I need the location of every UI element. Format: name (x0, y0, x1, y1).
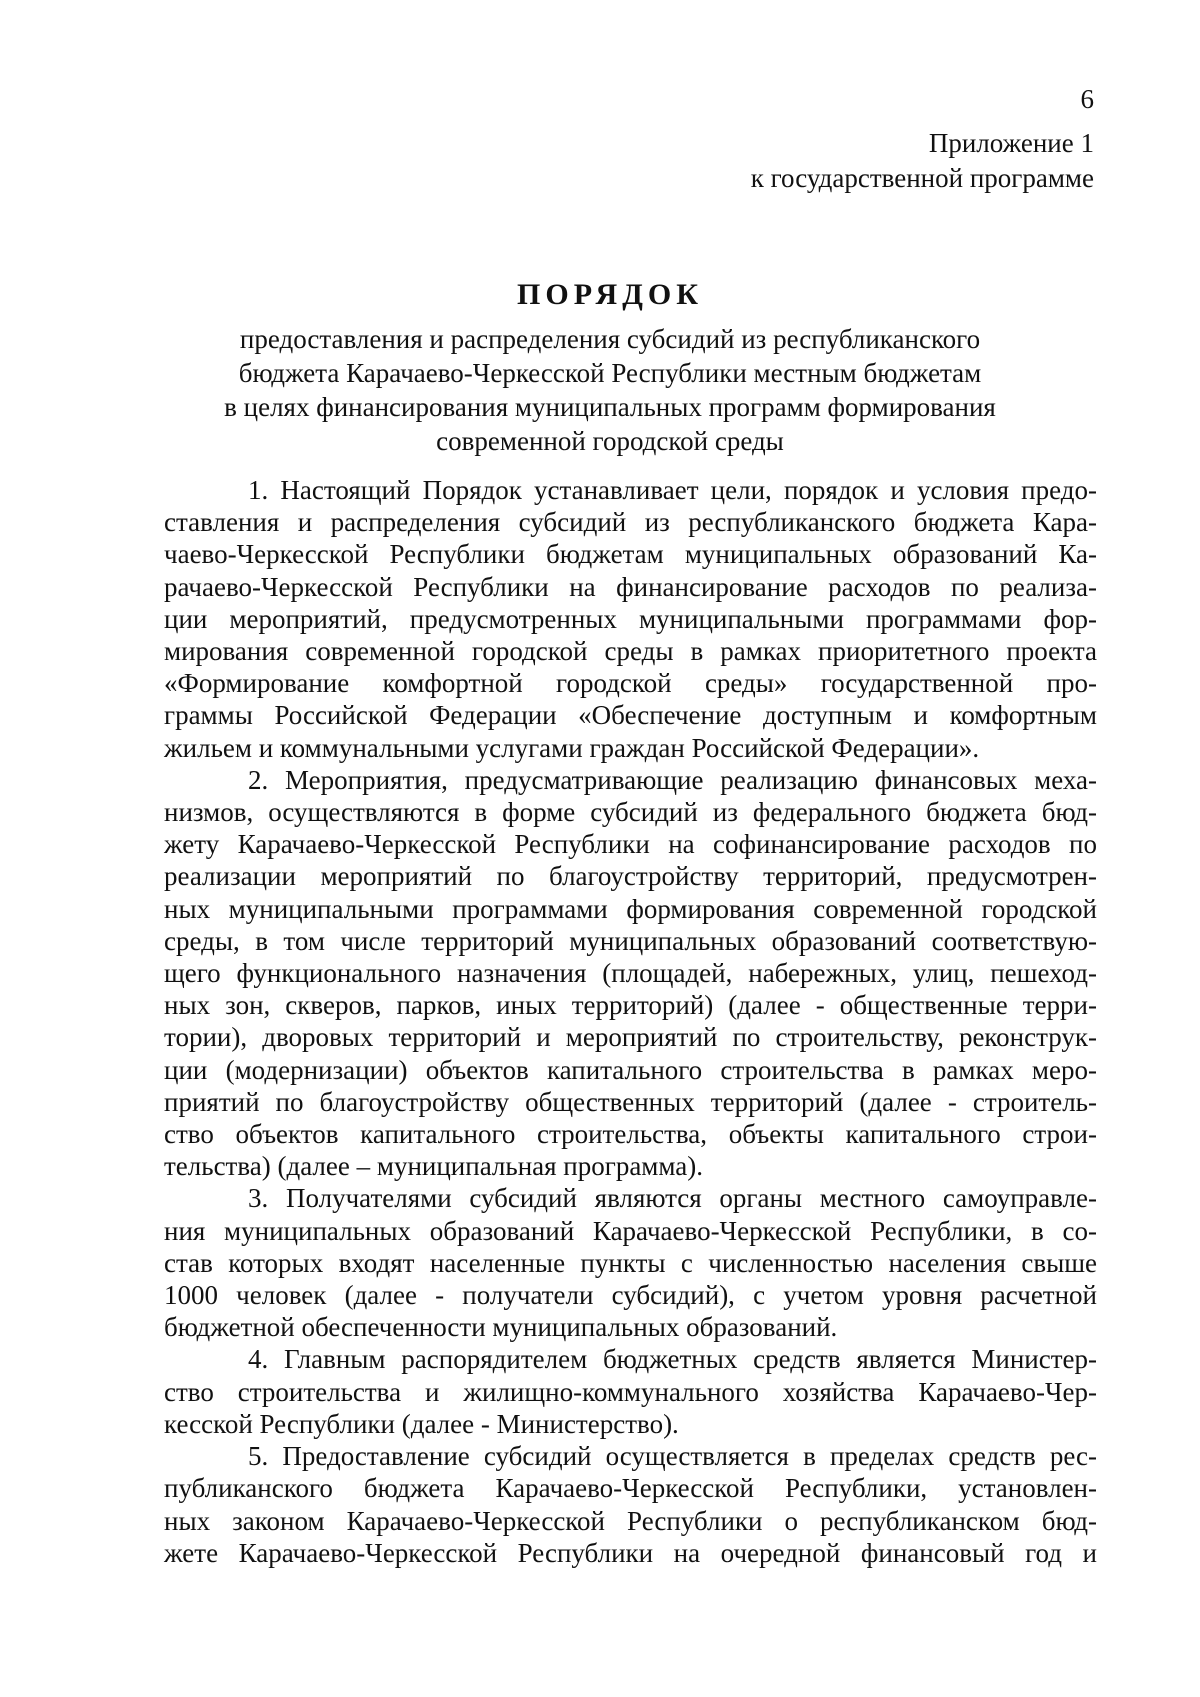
document-subtitle (0, 322, 1200, 458)
paragraph-line: низмов, осуществляются в форме субсидий из федерального бюджета бюд- (164, 797, 1097, 828)
paragraph-line: кесской Республики (далее - Министерство). (164, 1408, 679, 1439)
subtitle-line: предоставления и распределения субсидий из республиканского (239, 324, 981, 354)
paragraph-line: граммы Российской Федерации «Обеспечение доступным и комфортным (164, 700, 1097, 731)
paragraph (164, 1182, 1097, 1343)
paragraph-line: жету Карачаево-Черкесской Республики на софинансирование расходов по (164, 829, 1097, 860)
document-body (164, 474, 1097, 1569)
paragraph-line: ных муниципальными программами формирования современной городской (164, 893, 1097, 924)
subtitle-line: современной городской среды (436, 426, 784, 456)
document-title: ПОРЯДОК (517, 278, 703, 311)
annex-line: Приложение 1 (928, 128, 1094, 158)
paragraph-line: ния муниципальных образований Карачаево-Черкесской Республики, в со- (164, 1215, 1097, 1246)
paragraph-line: став которых входят населенные пункты с численностью населения свыше (164, 1247, 1097, 1278)
paragraph-line: мирования современной городской среды в рамках приоритетного проекта (164, 636, 1097, 667)
paragraph (164, 764, 1097, 1183)
paragraph-line: тельства) (далее – муниципальная программа). (164, 1151, 704, 1182)
page-number: 6 (1080, 84, 1094, 114)
paragraph-line: приятий по благоустройству общественных территорий (далее - строитель- (164, 1086, 1097, 1117)
subtitle-line: в целях финансирования муниципальных программ формирования (224, 392, 996, 422)
paragraph-line: жете Карачаево-Черкесской Республики на очередной финансовый год и (164, 1537, 1097, 1568)
paragraph-line: щего функционального назначения (площадей, набережных, улиц, пешеход- (164, 958, 1097, 989)
paragraph-line: чаево-Черкесской Республики бюджетам муниципальных образований Ка- (164, 539, 1097, 570)
paragraph (164, 1440, 1097, 1569)
annex-reference (751, 126, 1094, 196)
paragraph-line: 2. Мероприятия, предусматривающие реализацию финансовых меха- (248, 764, 1097, 795)
paragraph-line: 5. Предоставление субсидий осуществляется в пределах средств рес- (248, 1441, 1097, 1472)
paragraph-line: 4. Главным распорядителем бюджетных средств является Министер- (248, 1344, 1097, 1375)
paragraph-line: тории), дворовых территорий и мероприятий по строительству, реконструк- (164, 1022, 1097, 1053)
paragraph-line: бюджетной обеспеченности муниципальных образований. (164, 1312, 838, 1343)
paragraph-line: 3. Получателями субсидий являются органы местного самоуправле- (248, 1183, 1097, 1214)
paragraph-line: жильем и коммунальными услугами граждан Российской Федерации». (164, 732, 980, 763)
subtitle-line: бюджета Карачаево-Черкесской Республики местным бюджетам (238, 358, 982, 388)
paragraph-line: 1000 человек (далее - получатели субсидий), с учетом уровня расчетной (164, 1280, 1097, 1311)
paragraph-line: публиканского бюджета Карачаево-Черкесской Республики, установлен- (164, 1473, 1097, 1504)
paragraph-line: ции мероприятий, предусмотренных муниципальными программами фор- (164, 603, 1097, 634)
paragraph-line: ставления и распределения субсидий из республиканского бюджета Кара- (164, 507, 1097, 538)
paragraph-line: ных зон, скверов, парков, иных территорий) (далее - общественные терри- (164, 990, 1097, 1021)
paragraph-line: рачаево-Черкесской Республики на финансирование расходов по реализа- (164, 571, 1097, 602)
annex-line: к государственной программе (750, 163, 1094, 193)
paragraph-line: среды, в том числе территорий муниципальных образований соответствую- (164, 925, 1097, 956)
paragraph-line: ство объектов капитального строительства, объекты капитального строи- (164, 1119, 1097, 1150)
paragraph (164, 474, 1097, 764)
paragraph-line: ных законом Карачаево-Черкесской Республики о республиканском бюд- (164, 1505, 1097, 1536)
paragraph-line: 1. Настоящий Порядок устанавливает цели, порядок и условия предо- (248, 475, 1097, 505)
paragraph-line: реализации мероприятий по благоустройству территорий, предусмотрен- (164, 861, 1097, 892)
paragraph-line: ство строительства и жилищно-коммунального хозяйства Карачаево-Чер- (164, 1376, 1097, 1407)
paragraph (164, 1343, 1097, 1440)
paragraph-line: «Формирование комфортной городской среды» государственной про- (164, 668, 1097, 699)
paragraph-line: ции (модернизации) объектов капитального строительства в рамках меро- (164, 1054, 1097, 1085)
